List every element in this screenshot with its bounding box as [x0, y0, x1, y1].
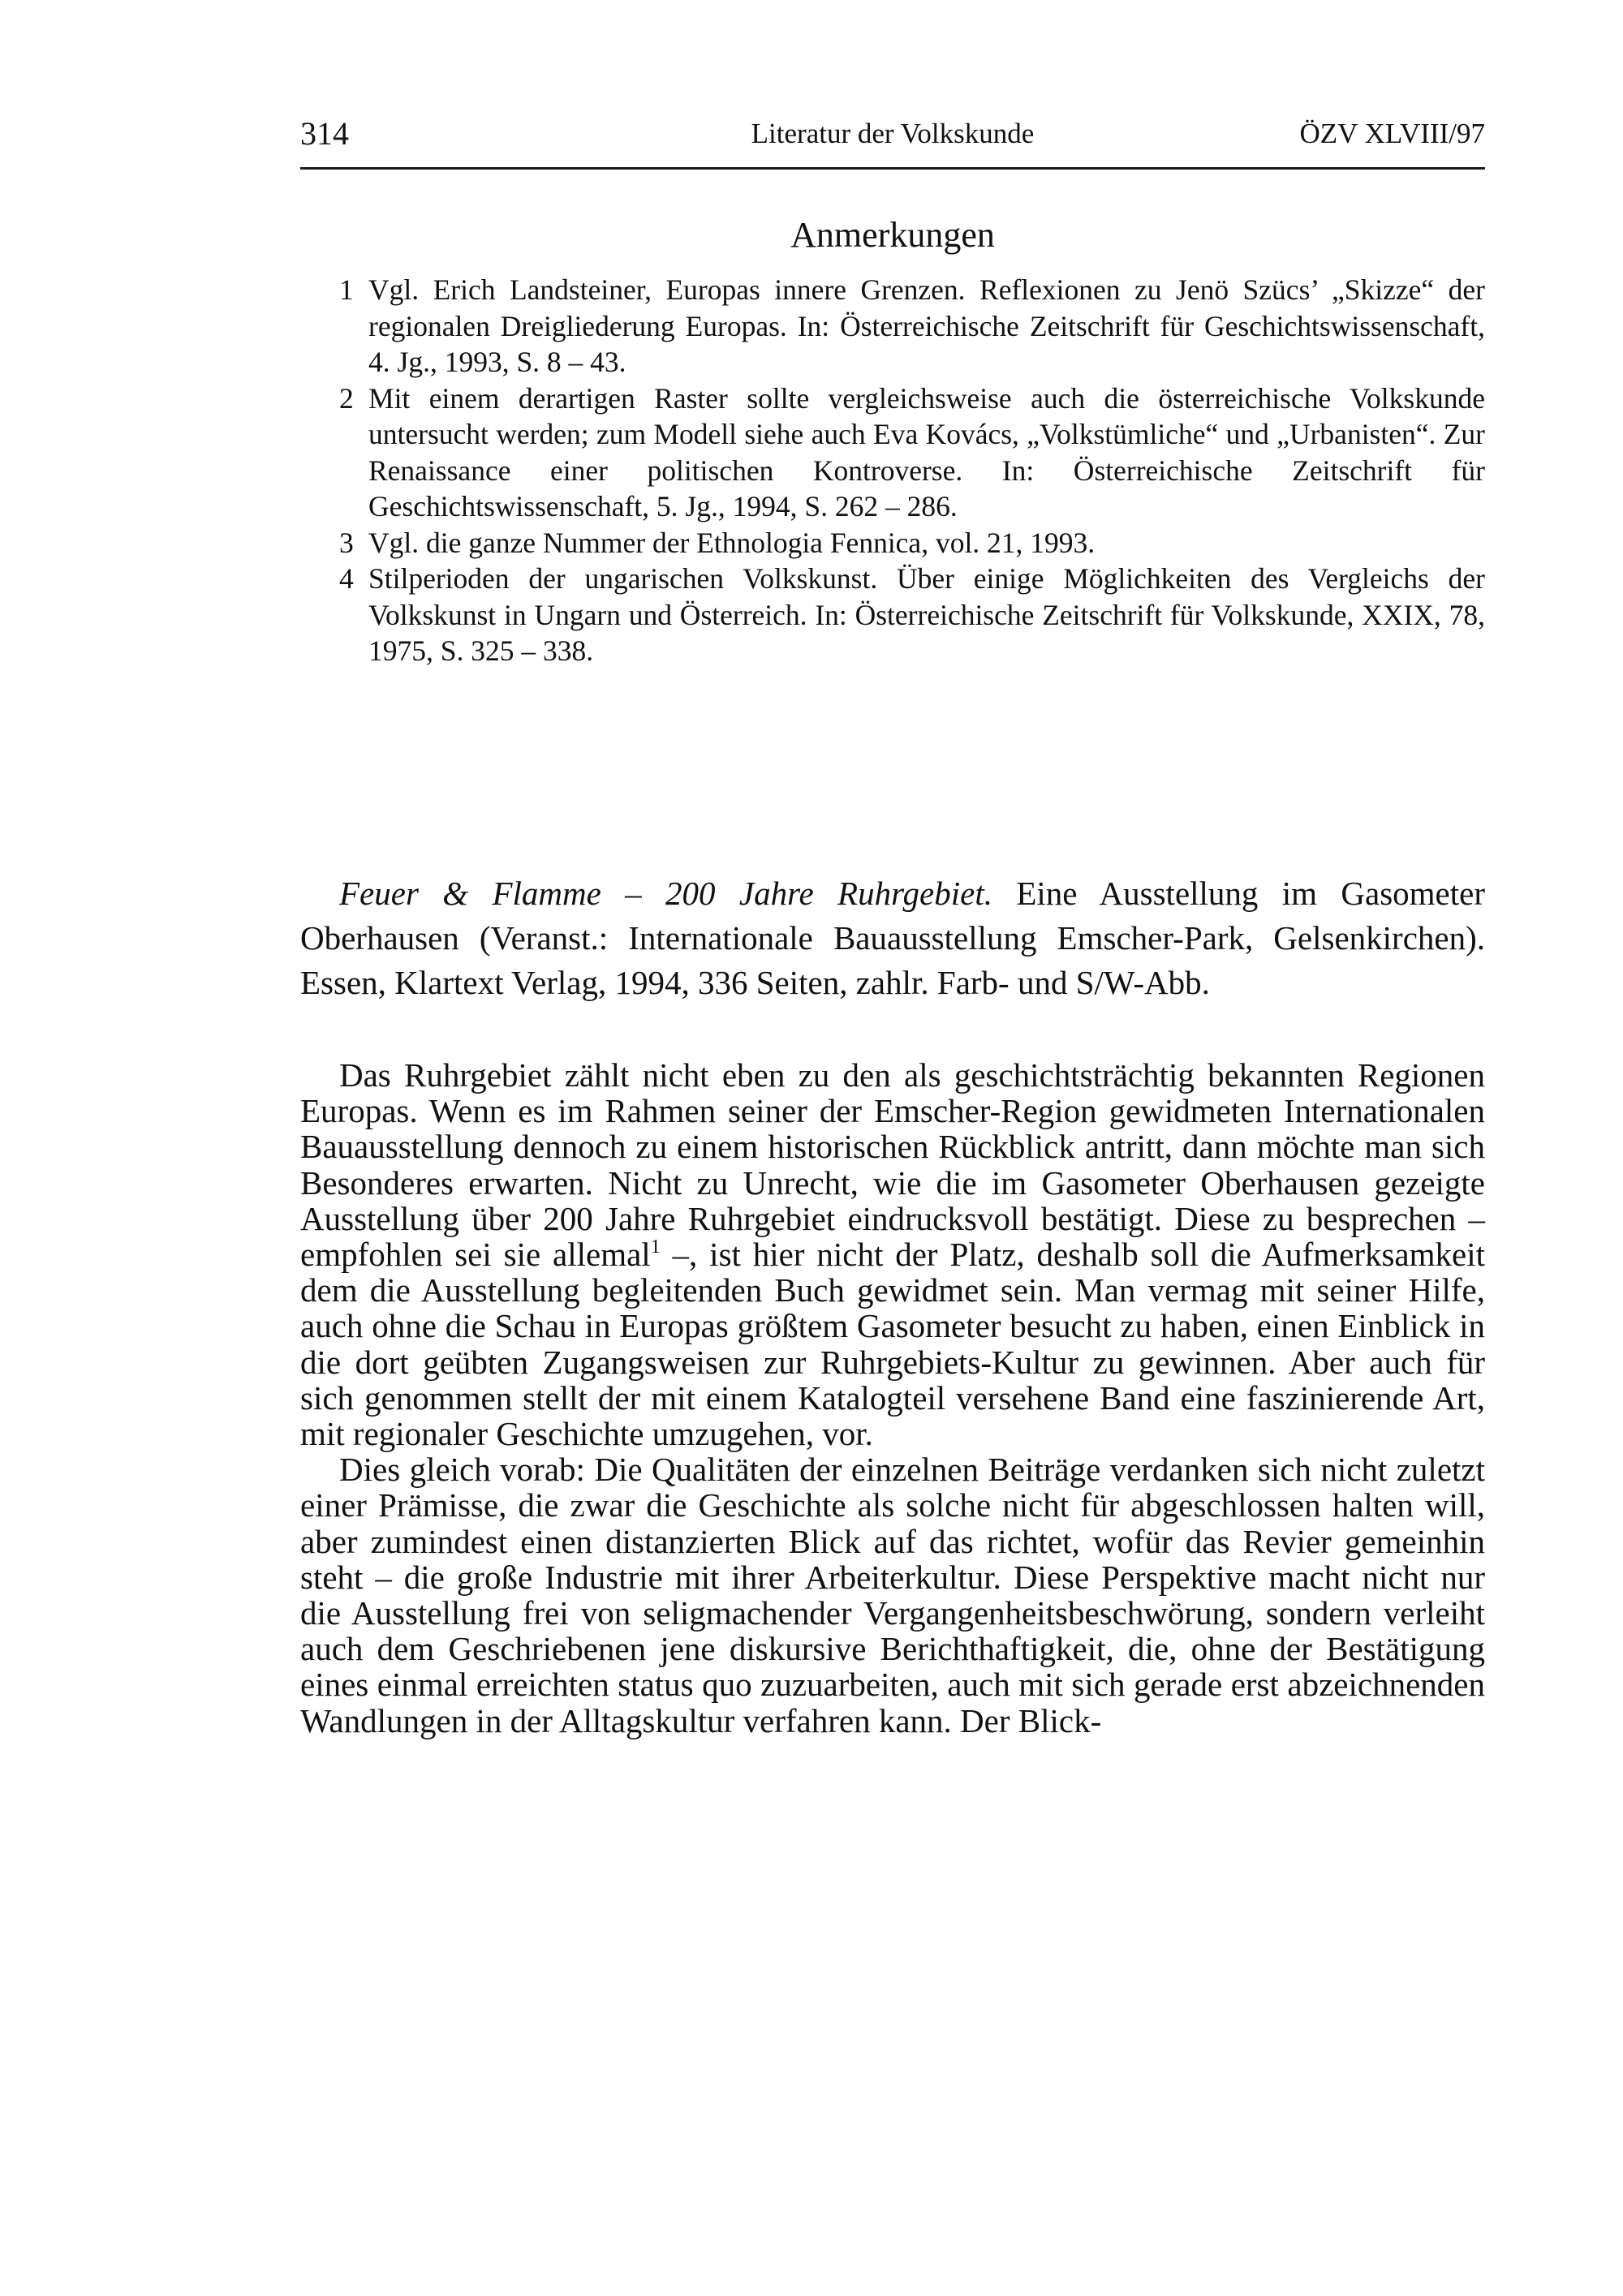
paragraph-text: Das Ruhrgebiet zählt nicht eben zu den als geschichtsträchtig bekannten Regionen Europas. Wenn es im Rahmen seiner der Emscher-Region gewidmeten Internationalen Bauausstellung dennoch zu einem historischen Rückblick antritt, dann möchte man sich Besonderes erwarten. Nicht zu Unrecht, wie die im Gasometer Oberhausen gezeigte Ausstellung über 200 Jahre Ruhrgebiet eindrucksvoll bestätigt. Diese zu besprechen – empfohlen sei sie allemal [300, 1056, 1485, 1274]
endnotes-list [339, 272, 1485, 669]
endnote-number: 1 [339, 273, 354, 306]
header-rule [300, 167, 1485, 170]
body-paragraph [300, 1057, 1485, 1451]
journal-issue: ÖZV XLVIII/97 [1299, 118, 1485, 149]
endnote [339, 381, 1485, 525]
body-paragraph: Dies gleich vorab: Die Qualitäten der einzelnen Beiträge verdanken sich nicht zuletzt einer Prämisse, die zwar die Geschichte als solche nicht für abgeschlossen halten will, aber zumindest einen distanzierten Blick auf das richtet, wofür das Revier gemeinhin steht – die große Industrie mit ihrer Arbeiterkultur. Diese Perspektive macht nicht nur die Ausstellung frei von seligmachender Vergangenheitsbeschwörung, sondern verleiht auch dem Geschriebenen jene diskursive Berichthaftigkeit, die, ohne der Bestätigung eines einmal erreichten status quo zuzuarbeiten, auch mit sich gerade erst abzeichnenden Wandlungen in der Alltagskultur verfahren kann. Der Blick- [300, 1451, 1485, 1739]
endnote-text: Stilperioden der ungarischen Volkskunst. Über einige Möglichkeiten des Vergleichs der Volkskunst in Ungarn und Österreich. In: Österreichische Zeitschrift für Volkskunde, XXIX, 78, 1975, S. 325 – 338. [368, 562, 1485, 667]
review-body [300, 1057, 1485, 1739]
endnote-number: 2 [339, 381, 354, 415]
review-citation [300, 871, 1485, 1005]
notes-heading: Anmerkungen [790, 215, 995, 255]
endnote-text: Mit einem derartigen Raster sollte vergleichsweise auch die österreichische Volkskunde untersucht werden; zum Modell siehe auch Eva Kovács, „Volkstümliche“ und „Urbanisten“. Zur Renaissance einer politischen Kontroverse. In: Österreichische Zeitschrift für Geschichtswissenschaft, 5. Jg., 1994, S. 262 – 286. [368, 381, 1485, 522]
paragraph-text: –, ist hier nicht der Platz, deshalb soll die Aufmerksamkeit dem die Ausstellung begleitenden Buch gewidmet sein. Man vermag mit seiner Hilfe, auch ohne die Schau in Europas größtem Gasometer besucht zu haben, einen Einblick in die dort geübten Zugangsweisen zur Ruhrgebiets-Kultur zu gewinnen. Aber auch für sich genommen stellt der mit einem Katalogteil versehene Band eine faszinierende Art, mit regionaler Geschichte umzugehen, vor. [300, 1236, 1485, 1453]
review-bibliographic-details: Eine Ausstellung im Gasometer Oberhausen (Veranst.: Internationale Bauausstellung Emscher-Park, Gelsenkirchen). Essen, Klartext Verlag, 1994, 336 Seiten, zahlr. Farb- und S/W-Abb. [300, 875, 1486, 1001]
endnote-text: Vgl. die ganze Nummer der Ethnologia Fennica, vol. 21, 1993. [368, 526, 1096, 559]
endnote [339, 525, 1485, 561]
review-title: Feuer & Flamme – 200 Jahre Ruhrgebiet. [339, 875, 992, 912]
endnote [339, 561, 1485, 669]
page-number: 314 [300, 115, 349, 152]
endnote-number: 3 [339, 526, 354, 559]
endnote-number: 4 [339, 562, 354, 595]
running-title: Literatur der Volkskunde [751, 118, 1035, 149]
endnote [339, 272, 1485, 381]
endnote-text: Vgl. Erich Landsteiner, Europas innere Grenzen. Reflexionen zu Jenö Szücs’ „Skizze“ der regionalen Dreigliederung Europas. In: Österreichische Zeitschrift für Geschichtswissenschaft, 4. Jg., 1993, S. 8 – 43. [368, 273, 1485, 378]
running-head [300, 114, 1485, 154]
footnote-reference: 1 [650, 1236, 661, 1258]
